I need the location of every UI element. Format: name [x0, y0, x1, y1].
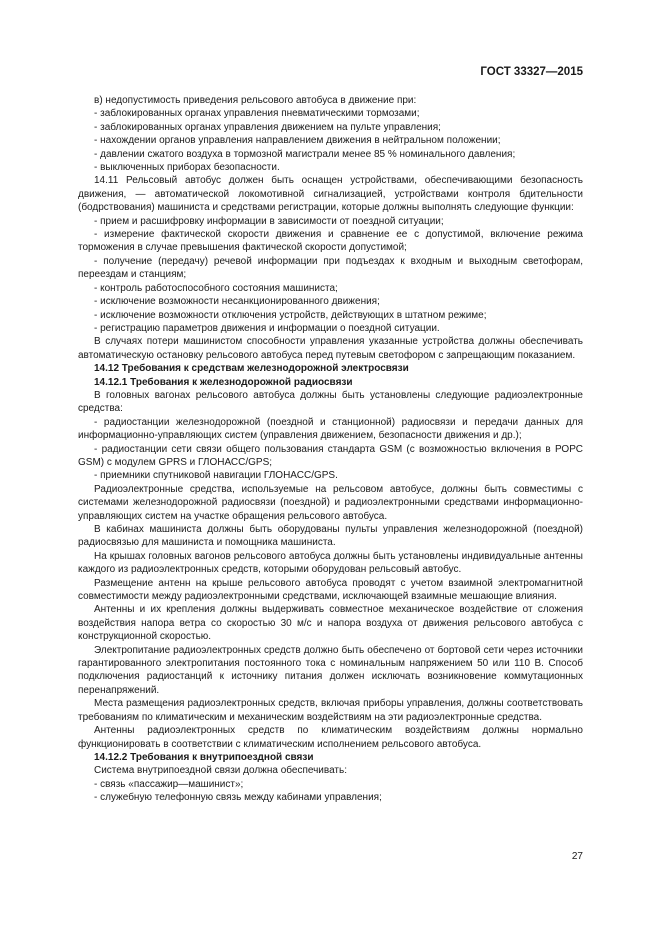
paragraph: Размещение антенн на крыше рельсового автобуса проводят с учетом взаимной электромагнитной совместимости между радиоэлектронными средствами, исключающей взаимные мешающие влияния. [78, 577, 583, 603]
paragraph: - прием и расшифровку информации в зависимости от поездной ситуации; [94, 215, 444, 227]
paragraph: в) недопустимость приведения рельсового автобуса в движение при: [94, 95, 417, 106]
paragraph: В головных вагонах рельсового автобуса должны быть установлены следующие радиоэлектронные средства: [78, 389, 583, 415]
paragraph: - радиостанции железнодорожной (поездной и станционной) радиосвязи и передачи данных для информационно-управляющих систем (управления движением, безопасности движения и др.); [78, 416, 583, 442]
paragraph: - давлении сжатого воздуха в тормозной магистрали менее 85 % номинального давления; [94, 148, 516, 160]
paragraph: - приемники спутниковой навигации ГЛОНАСС/GPS. [94, 470, 338, 482]
paragraph: - служебную телефонную связь между кабинами управления; [94, 792, 382, 804]
paragraph: - радиостанции сети связи общего пользования стандарта GSM (с возможностью включения в РОРС GSM) с модулем GPRS и ГЛОНАСС/GPS; [78, 443, 583, 468]
paragraph: 14.12.2 Требования к внутрипоездной связи [94, 751, 314, 763]
paragraph: - связь «пассажир—машинист»; [94, 778, 244, 790]
document-body [78, 94, 583, 805]
paragraph: На крышах головных вагонов рельсового автобуса должны быть установлены индивидуальные антенны каждого из радиоэлектронных средств, которыми оборудован рельсовый автобус. [78, 550, 583, 576]
paragraph: - заблокированных органах управления движением на пульте управления; [94, 121, 441, 133]
paragraph: 14.12 Требования к средствам железнодорожной электросвязи [94, 363, 409, 375]
paragraph: В случаях потери машинистом способности управления указанные устройства должны обеспечивать автоматическую остановку рельсового автобуса перед путевым светофором с запрещающим показанием. [78, 336, 583, 361]
paragraph: Места размещения радиоэлектронных средств, включая приборы управления, должны соответствовать требованиям по климатическим и механическим воздействиям на эти радиоэлектронные средства. [78, 698, 583, 723]
paragraph: - заблокированных органах управления пневматическими тормозами; [94, 108, 420, 120]
paragraph: Антенны радиоэлектронных средств по климатическим воздействиям должны нормально функционировать в соответствии с климатическим исполнением рельсового автобуса. [78, 725, 583, 750]
paragraph: - исключение возможности несанкционированного движения; [94, 296, 380, 308]
paragraph: - регистрацию параметров движения и информации о поездной ситуации. [94, 322, 440, 334]
paragraph: Радиоэлектронные средства, используемые на рельсовом автобусе, должны быть совместимы с системами железнодорожной радиосвязи (поездной) и радиоэлектронными средствами информационно-управляющих систем на участке обращения рельсового автобуса. [78, 483, 583, 522]
paragraph: В кабинах машиниста должны быть оборудованы пульты управления железнодорожной (поездной) радиосвязью для машиниста и помощника машиниста. [78, 524, 583, 549]
document-header: ГОСТ 33327—2015 [480, 66, 583, 78]
paragraph: - выключенных приборах безопасности. [94, 162, 280, 174]
page-number: 27 [571, 851, 583, 862]
paragraph: - получение (передачу) речевой информации при подъездах к входным и выходным светофорам, переездам и станциям; [78, 255, 583, 281]
paragraph: Антенны и их крепления должны выдерживать совместное механическое воздействие от сложения воздействия напора ветра со скоростью 30 м/с и напора воздуха от движения рельсового автобуса с конструкционной скоростью. [78, 604, 583, 643]
paragraph: - исключение возможности отключения устройств, действующих в штатном режиме; [94, 309, 487, 321]
paragraph: 14.12.1 Требования к железнодорожной радиосвязи [94, 376, 353, 388]
paragraph: Электропитание радиоэлектронных средств должно быть обеспечено от бортовой сети через источники гарантированного электропитания постоянного тока с номинальным напряжением 50 или 110 В. Способ подключения радиостанций к источнику питания должен исключать возникновение коммутационных перенапряжений. [78, 644, 583, 696]
paragraph: Система внутрипоездной связи должна обеспечивать: [94, 765, 347, 777]
paragraph: 14.11 Рельсовый автобус должен быть оснащен устройствами, обеспечивающими безопасность движения, — автоматической локомотивной сигнализацией, устройствами контроля бдительности (бодрствования) машиниста и средствами регистрации, которые должны выполнять следующие функции: [78, 175, 583, 214]
paragraph: - измерение фактической скорости движения и сравнение ее с допустимой, включение режима торможения в случае превышения фактической скорости допустимой; [78, 229, 583, 254]
paragraph: - нахождении органов управления направлением движения в нейтральном положении; [94, 135, 501, 147]
paragraph: - контроль работоспособного состояния машиниста; [94, 282, 338, 294]
